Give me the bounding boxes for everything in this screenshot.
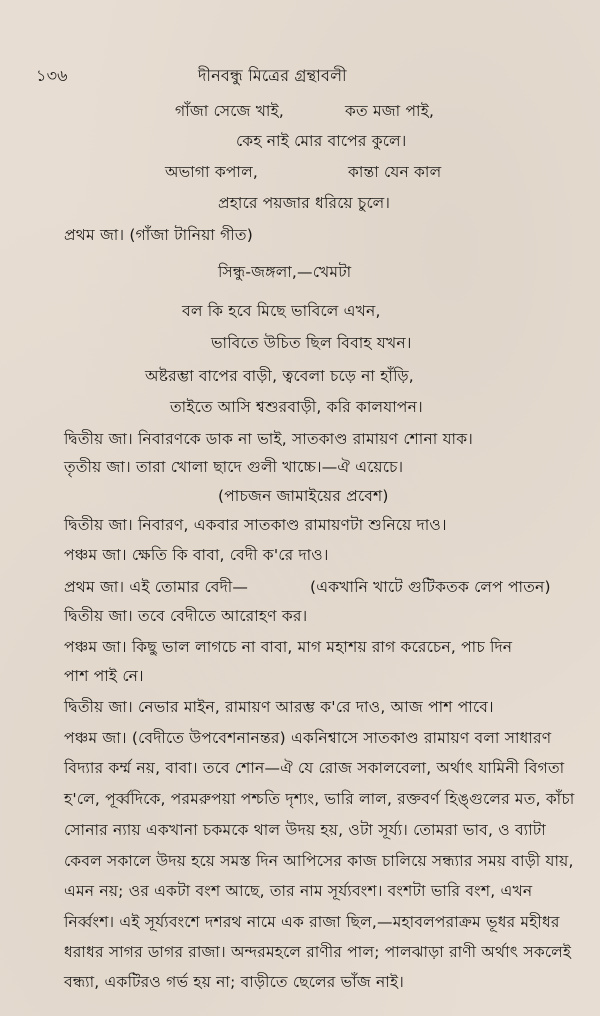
song-line: অষ্টরম্ভা বাপের বাড়ী, ত্ববেলা চড়ে না হাঁড়ি, [145,367,414,385]
page-number: ১৩৬ [36,66,68,85]
dialogue-line: প্রথম জা। (গাঁজা টানিয়া গীত) [64,226,254,244]
paragraph-line: নির্ব্বংশ। এই সূর্য্যবংশে দশরথ নামে এক রাজা ছিল,—মহাবলপরাক্রম ভূধর মহীধর [64,913,560,931]
paragraph-line: বিদ্যার কর্ম্ম নয়, বাবা। তবে শোন—ঐ যে রোজ সকালবেলা, অর্থাৎ যামিনী বিগতা [64,759,565,777]
dialogue-line: দ্বিতীয় জা। নিবারণকে ডাক না ভাই, সাতকাণ্ড রামায়ণ শোনা যাক। [64,430,473,448]
song-line-3b: কান্তা যেন কাল [348,163,442,181]
song-line-2: কেহ নাই মোর বাপের কুলে। [236,132,407,150]
dialogue-line: প্রথম জা। এই তোমার বেদী— [64,578,249,596]
song-line-3a: অভাগা কপাল, [165,163,258,181]
song-line-1b: কত মজা পাই, [345,102,435,120]
song-line: বল কি হবে মিছে ভাবিলে এখন, [182,302,381,320]
song-line-4: প্রহারে পয়জার ধরিয়ে চুলে। [218,194,391,212]
paragraph-line: বন্ধ্যা, একটিরও গর্ভ হয় না; বাড়ীতে ছেলের ভাঁজ নাই। [64,973,404,991]
paragraph-line: ধরাধর সাগর ডাগর রাজা। অন্দরমহলে রাণীর পাল; পালঝাড়া রাণী অর্থাৎ সকলেই [64,943,572,961]
paragraph-line: পঞ্চম জা। (বেদীতে উপবেশনানন্তর) একনিশ্বাসে সাতকাণ্ড রামায়ণ বলা সাধারণ [64,729,552,747]
dialogue-line: দ্বিতীয় জা। নিবারণ, একবার সাতকাণ্ড রামায়ণটা শুনিয়ে দাও। [64,516,447,534]
raga-heading: সিন্ধু-জঙ্গলা,—খেমটা [218,263,352,281]
paragraph-line: কেবল সকালে উদয় হয়ে সমস্ত দিন আপিসের কাজ চালিয়ে সন্ধ্যার সময় বাড়ী যায়, [64,852,574,870]
stage-direction: (পাচজন জামাইয়ের প্রবেশ) [218,487,389,505]
dialogue-line: দ্বিতীয় জা। নেভার মাইন, রামায়ণ আরম্ভ ক'রে দাও, আজ পাশ পাবে। [64,698,494,716]
paragraph-line: হ'লে, পূর্ব্বদিকে, পরমরুপয়া পশ্চতি দৃশ্যং, ভারি লাল, রক্তবর্ণ হিঙ্গুলের মত, কাঁচা [64,790,575,808]
paragraph-line: সোনার ন্যায় একখানা চকমকে থাল উদয় হয়, ওটা সূর্য্য। তোমরা ভাব, ও ব্যাটা [64,821,546,839]
song-line: ভাবিতে উচিত ছিল বিবাহ যখন। [211,334,412,352]
dialogue-line: দ্বিতীয় জা। তবে বেদীতে আরোহণ কর। [64,607,308,625]
song-line-1a: গাঁজা সেজে খাই, [175,102,284,120]
dialogue-line: পঞ্চম জা। ক্ষেতি কি বাবা, বেদী ক'রে দাও। [64,546,329,564]
paragraph-line: এমন নয়; ওর একটা বংশ আছে, তার নাম সূর্য্যবংশ। বংশটা ভারি বংশ, এখন [64,882,533,900]
song-line: তাইতে আসি শ্বশুরবাড়ী, করি কালযাপন। [170,398,423,416]
running-header: দীনবন্ধু মিত্রের গ্রন্থাবলী [198,66,347,85]
stage-direction: (একখানি খাটে গুটিকতক লেপ পাতন) [310,578,551,596]
dialogue-line: তৃতীয় জা। তারা খোলা ছাদে গুলী খাচ্চে।—ঐ এয়েচে। [64,458,404,476]
dialogue-line-continued: পাশ পাই নে। [64,667,144,685]
dialogue-line: পঞ্চম জা। কিছু ভাল লাগচে না বাবা, মাগ মহাশয় রাগ করেচেন, পাচ দিন [64,638,513,656]
